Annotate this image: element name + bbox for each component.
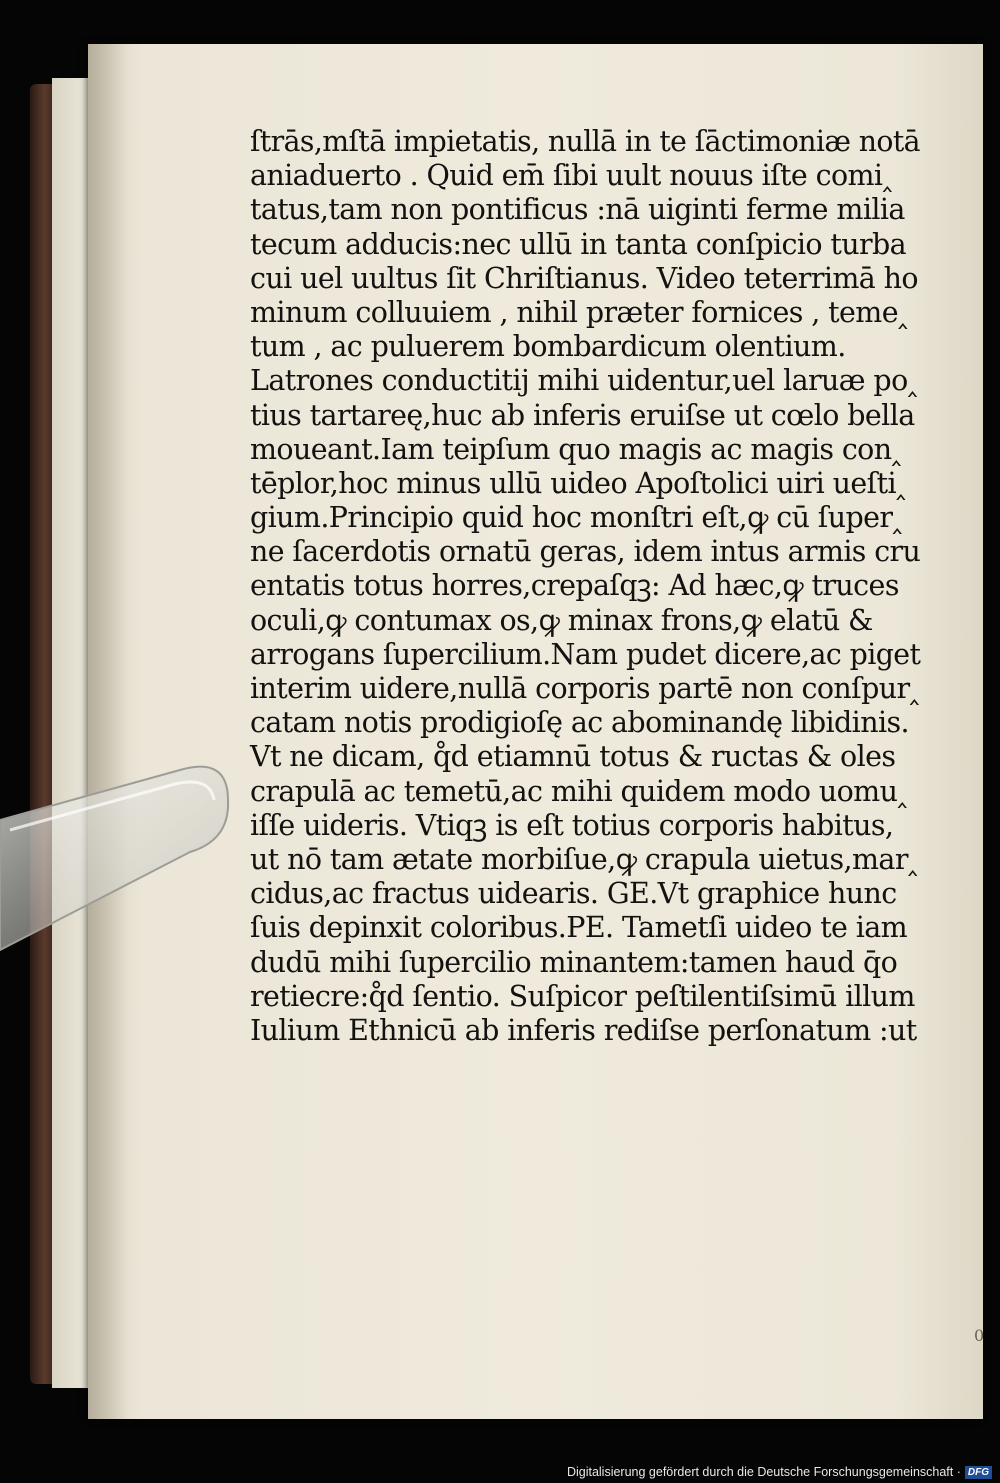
digitization-credit	[567, 1465, 992, 1479]
text-line: Iulium Ethnicū ab inferis rediſse perſonatum :ut	[250, 1013, 917, 1047]
text-line: Vt ne dicam, q̊d etiamnū totus & ructas & oles	[250, 740, 896, 774]
text-line: crapulā ac temetū,ac mihi quidem modo uomu‸	[250, 774, 907, 808]
text-line: entatis totus horres,crepaſqꝫ: Ad hæc,ꝙ truces	[250, 569, 899, 603]
text-line: ne ſacerdotis ornatū geras, idem intus armis cru	[250, 535, 921, 569]
credit-text: Digitalisierung gefördert durch die Deutsche Forschungsgemeinschaft ·	[566, 1465, 961, 1479]
text-line: oculi,ꝙ contumax os,ꝙ minax frons,ꝙ elatū &	[250, 603, 873, 637]
dfg-logo: DFG	[965, 1466, 992, 1479]
text-line: interim uidere,nullā corporis partē non conſpur‸	[250, 672, 919, 705]
text-line: retiecre:q̊d ſentio. Suſpicor peſtilentiſsimū illum	[250, 979, 915, 1013]
text-line: cidus,ac fractus uidearis. GE.Vt graphice hunc	[250, 877, 897, 911]
text-line: tum , ac puluerem bombardicum olentium.	[250, 330, 846, 364]
printed-text-block	[250, 125, 920, 1048]
text-line: catam notis prodigioſę ac abominandę libidinis.	[250, 706, 909, 740]
text-line: iſſe uideris. Vtiqꝫ is eſt totius corporis habitus,	[250, 808, 894, 842]
text-line: arrogans ſupercilium.Nam pudet dicere,ac piget	[250, 637, 921, 671]
text-line: ut nō tam ætate morbiſue,ꝙ crapula uietus,mar‸	[250, 842, 917, 876]
page-mark: 0	[974, 1326, 985, 1345]
page-gutter-shadow	[88, 44, 128, 1419]
text-line: Latrones conductitij mihi uidentur,uel laruæ po‸	[250, 364, 917, 398]
text-line: ſtrās,mſtā impietatis, nullā in te ſāctimoniæ notā	[250, 125, 920, 158]
text-line: tius tartareę,huc ab inferis eruiſse ut cœlo bella	[250, 398, 915, 432]
text-line: gium.Principio quid hoc monſtri eſt,ꝙ cū ſuper‸	[250, 501, 902, 535]
text-line: tecum adducis:nec ullū in tanta conſpicio turba	[250, 227, 907, 261]
text-line: aniaduerto . Quid em̄ ſibi uult nouus iſte comi‸	[250, 159, 892, 193]
text-line: moueant.Iam teipſum quo magis ac magis con‸	[250, 432, 901, 466]
text-line: tatus,tam non pontificus :nā uiginti ferme milia	[250, 193, 905, 227]
text-line: ſuis depinxit coloribus.PE. Tametſi uideo te iam	[250, 911, 908, 945]
text-line: cui uel uultus ſit Chriſtianus. Video teterrimā ho	[250, 261, 918, 295]
text-line: tēplor,hoc minus ullū uideo Apoſtolici uiri ueſti‸	[250, 466, 906, 500]
text-line: minum colluuiem , nihil præter fornices , teme‸	[250, 295, 908, 329]
text-line: dudū mihi ſupercilio minantem:tamen haud q̄o	[250, 945, 898, 979]
